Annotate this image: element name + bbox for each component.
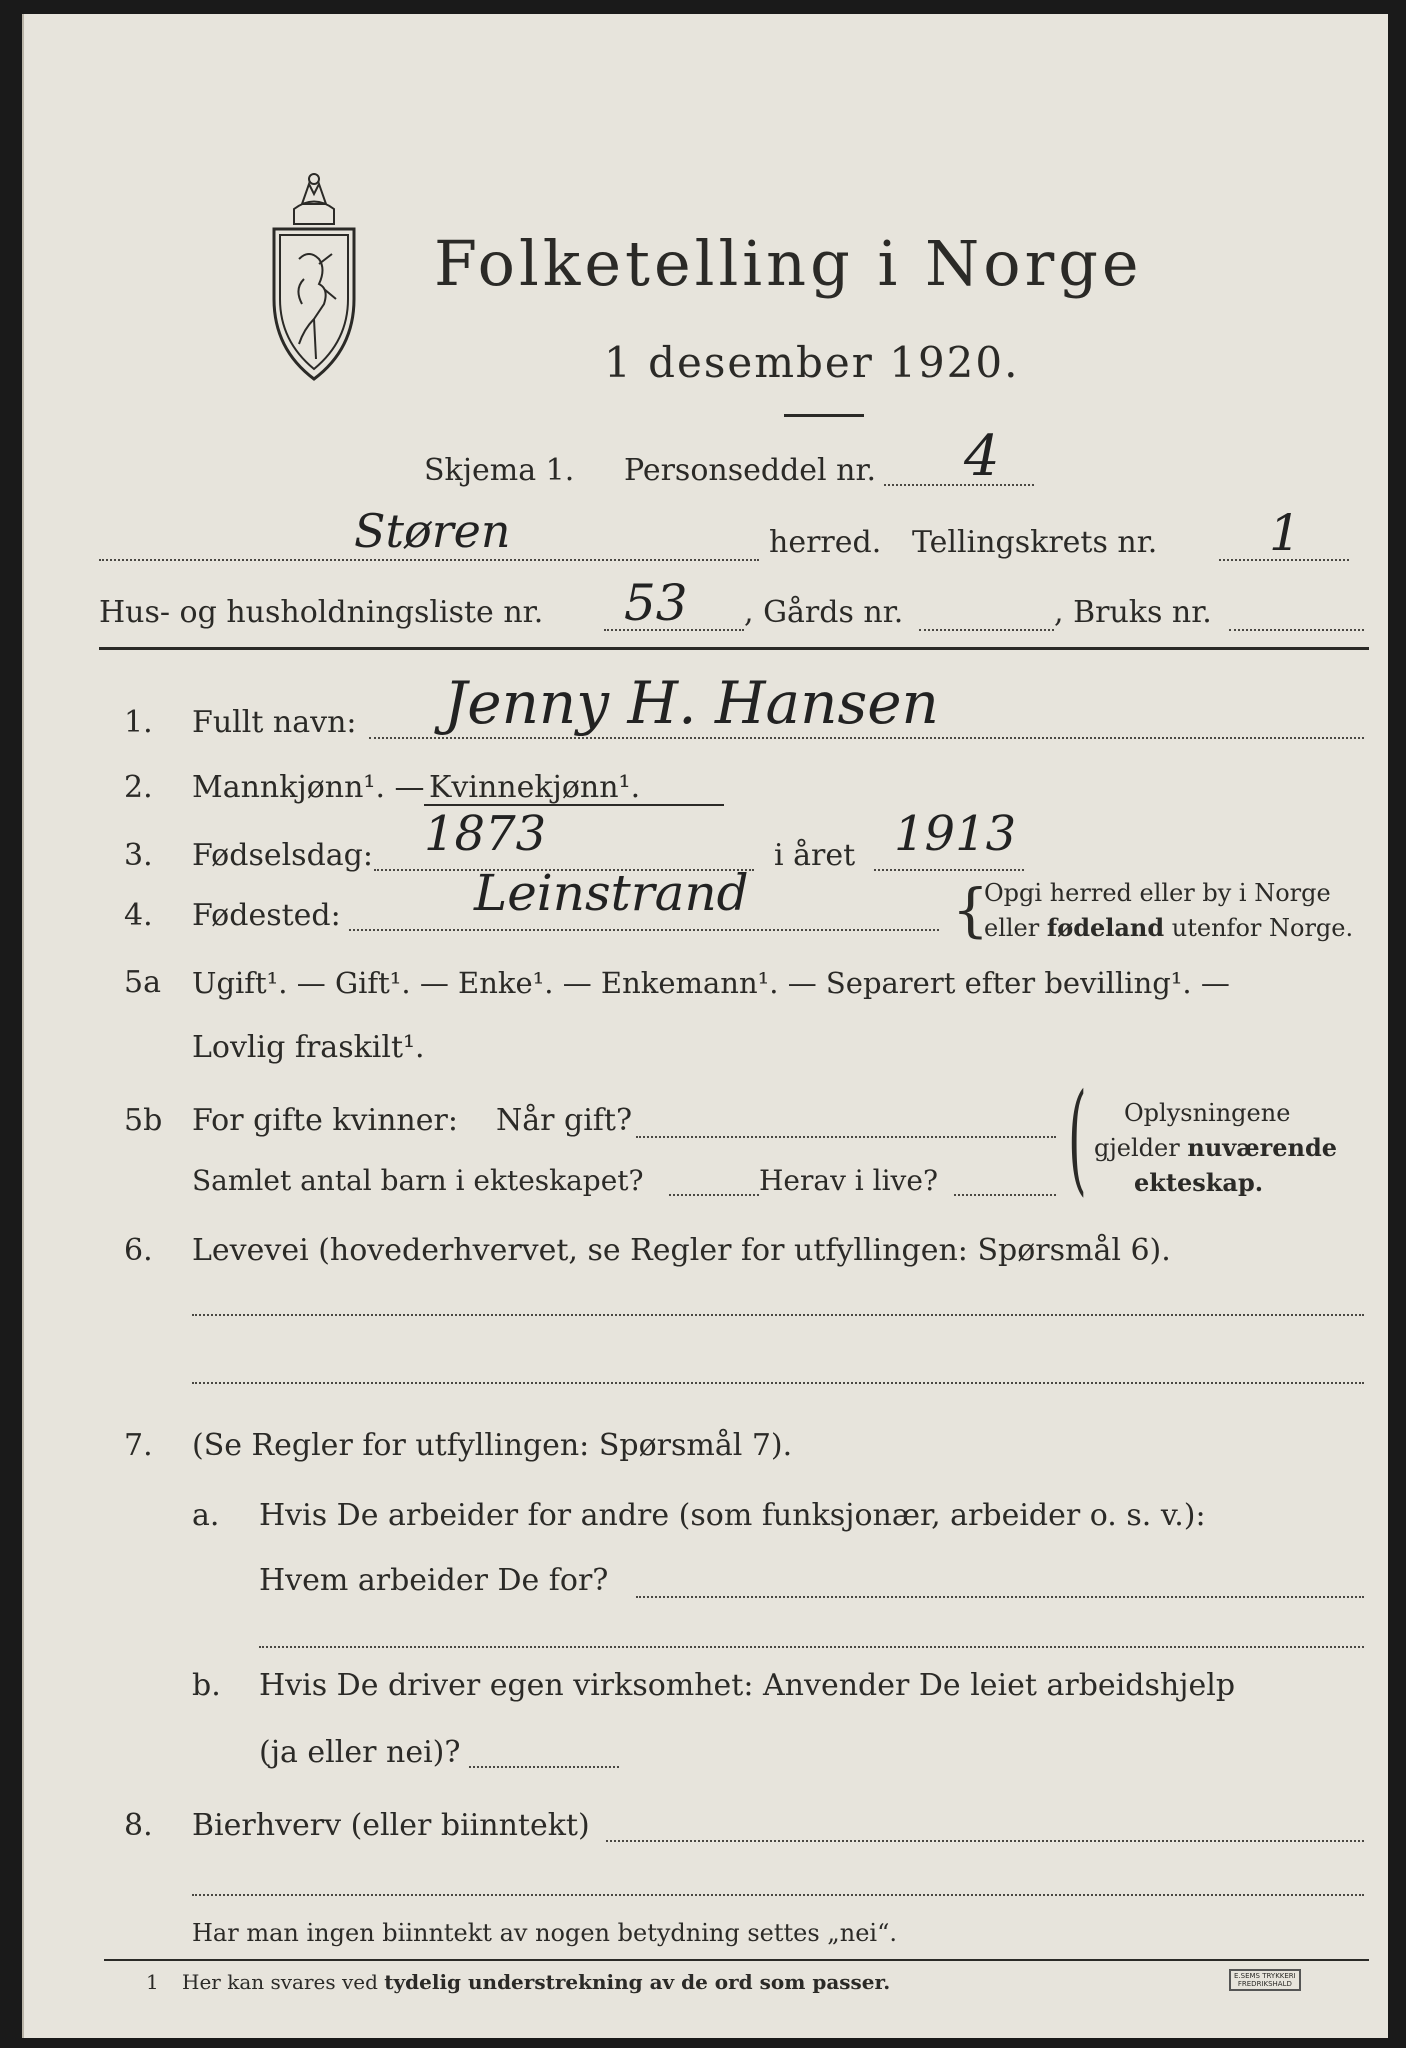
q7a-text: Hvis De arbeider for andre (som funksjonær, arbeider o. s. v.):	[259, 1498, 1206, 1533]
q4-label: Fødested:	[192, 898, 341, 933]
q7b-letter: b.	[192, 1668, 221, 1703]
q5b-note-current: nuværende	[1187, 1133, 1338, 1162]
q5b-children-label: Samlet antal barn i ekteskapet?	[192, 1164, 644, 1197]
q4-note-or: eller	[984, 914, 1040, 942]
skjema-label: Skjema 1.	[424, 453, 575, 488]
q5b-children-line	[669, 1194, 759, 1196]
personseddel-label: Personseddel nr.	[624, 453, 877, 488]
q1-field-line	[369, 737, 1364, 739]
marital-status-divorced[interactable]: Lovlig fraskilt¹.	[192, 1030, 425, 1065]
q4-number: 4.	[124, 898, 153, 933]
q5b-note-line3: ekteskap.	[1134, 1168, 1264, 1197]
q5b-label: For gifte kvinner:	[192, 1103, 458, 1138]
q7-text: (Se Regler for utfyllingen: Spørsmål 7).	[192, 1428, 793, 1463]
husliste-label: Hus- og husholdningsliste nr.	[99, 595, 544, 630]
q5b-note-brace: (	[1068, 1069, 1087, 1208]
q4-note-foreign: fødeland	[1046, 913, 1165, 942]
q3-number: 3.	[124, 838, 153, 873]
q5b-note-line1: Oplysningene	[1124, 1099, 1291, 1127]
q5b-alive-label: Herav i live?	[759, 1164, 938, 1197]
q2-male-option[interactable]: Mannkjønn¹. —	[192, 770, 425, 805]
q4-field-line	[349, 929, 939, 931]
q6-field-line-1	[192, 1314, 1364, 1316]
marital-status-options[interactable]: Ugift¹. — Gift¹. — Enke¹. — Enkemann¹. — Separert efter bevilling¹. —	[192, 966, 1230, 1000]
personseddel-value[interactable]: 4	[964, 424, 1000, 489]
footer-separator	[104, 1959, 1369, 1961]
gards-label: , Gårds nr.	[744, 595, 904, 630]
q6-text: Levevei (hovederhvervet, se Regler for utfyllingen: Spørsmål 6).	[192, 1233, 1171, 1268]
gards-field-line	[919, 629, 1054, 631]
q8-field-line-2	[192, 1894, 1364, 1896]
q8-number: 8.	[124, 1808, 153, 1843]
herred-label: herred.	[769, 525, 882, 560]
no-income-note: Har man ingen biinntekt av nogen betydning settes „nei“.	[192, 1919, 897, 1947]
q2-number: 2.	[124, 770, 153, 805]
tellingskrets-label: Tellingskrets nr.	[912, 525, 1158, 560]
birthday-value[interactable]: 1873	[424, 806, 547, 862]
printer-stamp-line1: E.SEMS TRYKKERI	[1234, 1972, 1296, 1980]
header-separator	[99, 647, 1369, 650]
q1-label: Fullt navn:	[192, 705, 357, 740]
q3-year-field-line	[874, 869, 1024, 871]
bruks-field-line	[1229, 629, 1364, 631]
census-form-sheet	[22, 14, 1388, 2038]
q8-label: Bierhverv (eller biinntekt)	[192, 1808, 590, 1843]
q4-note-line1: Opgi herred eller by i Norge	[984, 879, 1331, 907]
q7-number: 7.	[124, 1428, 153, 1463]
tellingskrets-value[interactable]: 1	[1269, 504, 1301, 562]
q1-number: 1.	[124, 705, 153, 740]
q5b-note-line2	[1094, 1134, 1337, 1162]
q5a-number: 5a	[124, 965, 161, 1000]
q7b-text: Hvis De driver egen virksomhet: Anvender De leiet arbeidshjelp	[259, 1668, 1236, 1703]
q7a-employer-label: Hvem arbeider De for?	[259, 1563, 609, 1598]
q3-label: Fødselsdag:	[192, 838, 373, 873]
q7a-employer-line-2	[259, 1646, 1364, 1648]
herred-field-line	[99, 559, 759, 561]
herred-value[interactable]: Støren	[354, 504, 511, 558]
q8-field-line-1	[606, 1840, 1364, 1842]
year-value[interactable]: 1913	[894, 806, 1017, 862]
husliste-value[interactable]: 53	[624, 574, 688, 632]
q4-note-line2	[984, 914, 1353, 942]
printer-stamp	[1229, 1969, 1301, 1991]
q6-field-line-2	[192, 1382, 1364, 1384]
q4-note-outside: utenfor Norge.	[1171, 914, 1354, 942]
birthplace-value[interactable]: Leinstrand	[474, 864, 749, 922]
q5b-number: 5b	[124, 1103, 163, 1138]
footnote-text-b: tydelig understrekning av de ord som passer.	[384, 1970, 891, 1994]
q7b-yes-no-label: (ja eller nei)?	[259, 1735, 461, 1770]
q2-female-option[interactable]: Kvinnekjønn¹.	[429, 770, 641, 805]
norwegian-coat-of-arms-icon	[264, 169, 364, 384]
q5b-alive-line	[954, 1194, 1056, 1196]
footnote-text	[182, 1970, 890, 1994]
q7a-letter: a.	[192, 1498, 220, 1533]
bruks-label: , Bruks nr.	[1054, 595, 1212, 630]
q4-note-brace: {	[952, 876, 989, 944]
footnote-number: 1	[146, 1970, 159, 1994]
q3-year-label: i året	[774, 838, 856, 873]
title-divider	[784, 414, 864, 417]
q5b-married-when-label: Når gift?	[496, 1103, 633, 1138]
form-title: Folketelling i Norge	[434, 227, 1143, 300]
q7a-employer-line-1	[636, 1596, 1364, 1598]
personseddel-field-line	[884, 484, 1034, 486]
census-date: 1 desember 1920.	[604, 338, 1020, 387]
printer-stamp-line2: FREDRIKSHALD	[1237, 1980, 1292, 1988]
q6-number: 6.	[124, 1233, 153, 1268]
q5b-married-when-line	[636, 1136, 1056, 1138]
footnote-text-a: Her kan svares ved	[182, 1970, 378, 1994]
full-name-value[interactable]: Jenny H. Hansen	[444, 669, 939, 737]
q5b-note-applies: gjelder	[1094, 1134, 1180, 1162]
q7b-yes-no-line	[469, 1766, 619, 1768]
